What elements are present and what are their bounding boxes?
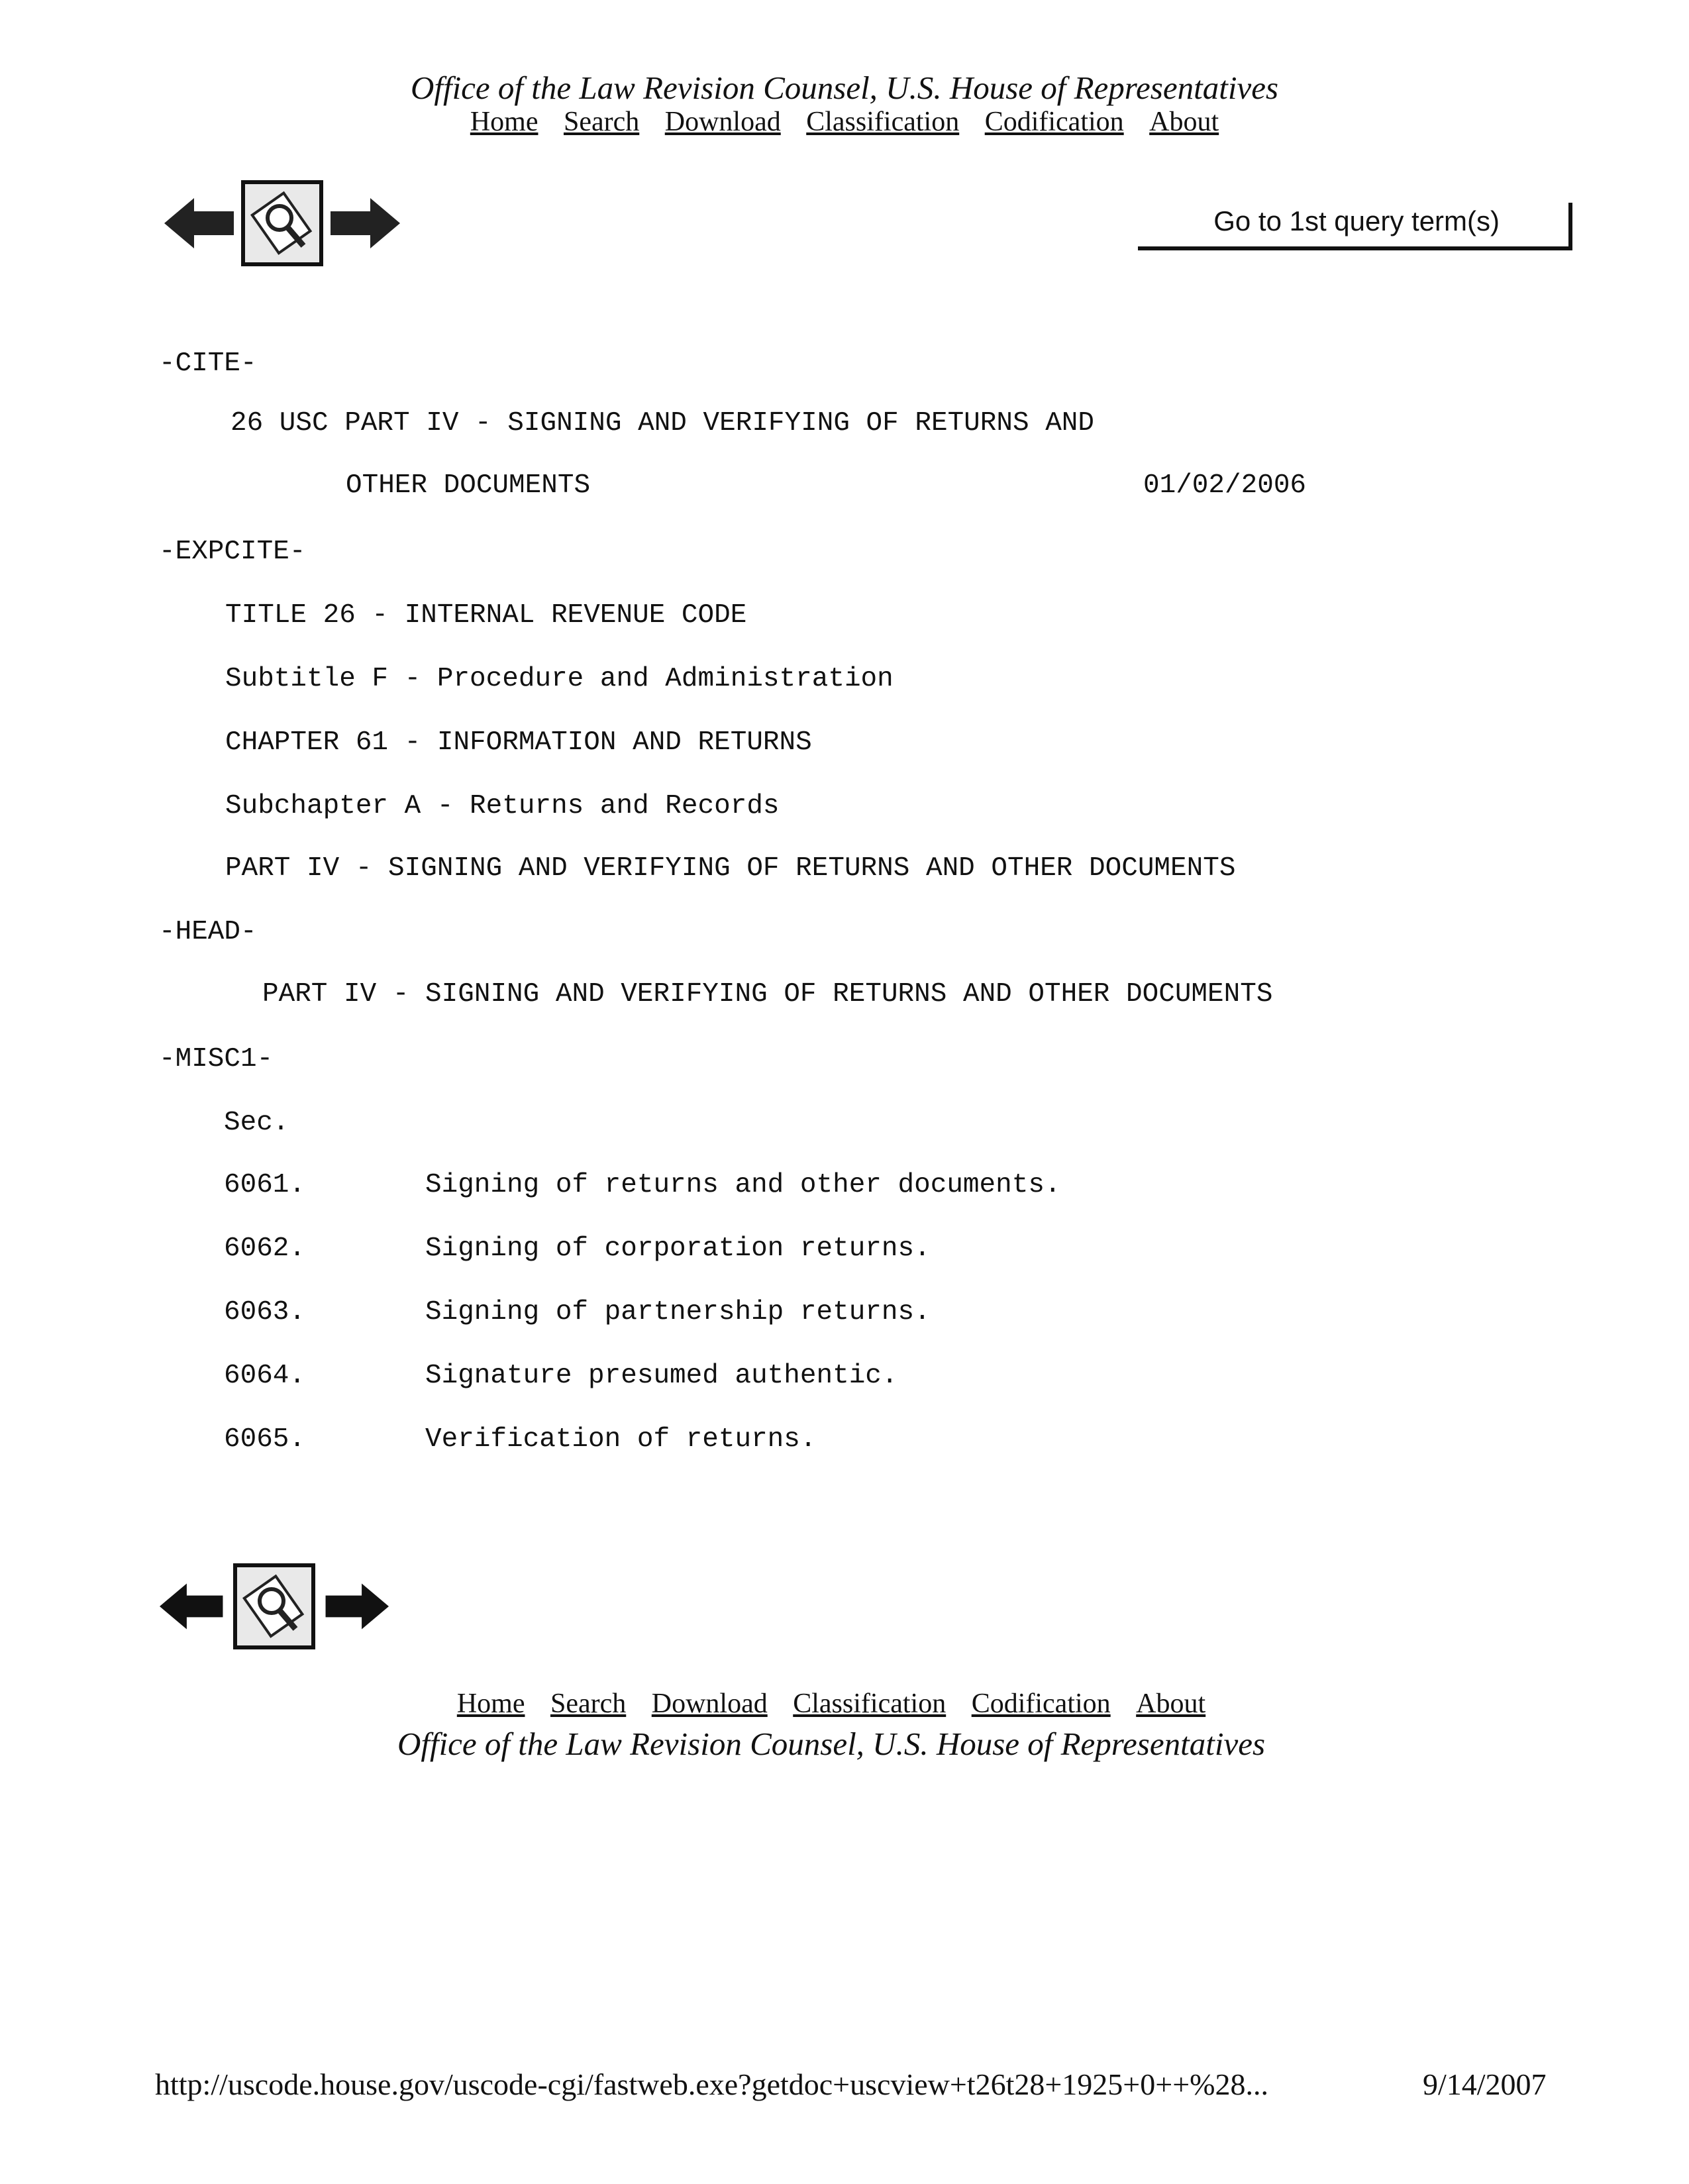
cite-line-2: OTHER DOCUMENTS <box>346 470 591 501</box>
office-title-top: Office of the Law Revision Counsel, U.S. House of Representatives <box>410 70 1279 106</box>
nav-codification[interactable]: Codification <box>984 107 1124 137</box>
nav-classification[interactable]: Classification <box>793 1689 947 1719</box>
top-nav-icons <box>164 180 400 266</box>
search-doc-icon[interactable] <box>241 180 323 266</box>
bottom-nav <box>0 1688 1676 1720</box>
section-number: 6061. <box>224 1170 306 1200</box>
nav-search[interactable]: Search <box>563 107 640 137</box>
next-arrow-icon[interactable] <box>319 1577 392 1636</box>
nav-classification[interactable]: Classification <box>806 107 960 137</box>
section-number: 6064. <box>224 1361 306 1391</box>
section-title: Signature presumed authentic. <box>425 1361 898 1391</box>
section-number: 6063. <box>224 1297 306 1327</box>
expcite-part: PART IV - SIGNING AND VERIFYING OF RETURNS AND OTHER DOCUMENTS <box>225 853 1236 884</box>
section-title: Signing of partnership returns. <box>425 1297 931 1327</box>
nav-search[interactable]: Search <box>550 1689 627 1719</box>
section-number: 6062. <box>224 1233 306 1264</box>
section-title: Signing of returns and other documents. <box>425 1170 1061 1200</box>
expcite-chapter: CHAPTER 61 - INFORMATION AND RETURNS <box>225 727 812 758</box>
nav-codification[interactable]: Codification <box>971 1689 1111 1719</box>
search-doc-icon[interactable] <box>233 1563 315 1649</box>
expcite-tag: -EXPCITE- <box>159 537 306 567</box>
nav-about[interactable]: About <box>1149 107 1219 137</box>
nav-download[interactable]: Download <box>651 1689 768 1719</box>
go-to-query-label: Go to 1st query term(s) <box>1213 205 1500 236</box>
office-title-bottom: Office of the Law Revision Counsel, U.S. House of Representatives <box>397 1726 1266 1762</box>
prev-arrow-icon[interactable] <box>156 1577 229 1636</box>
head-tag: -HEAD- <box>159 917 257 947</box>
sec-label: Sec. <box>224 1108 289 1138</box>
expcite-title: TITLE 26 - INTERNAL REVENUE CODE <box>225 600 747 631</box>
cite-line-1: 26 USC PART IV - SIGNING AND VERIFYING OF RETURNS AND <box>230 408 1095 439</box>
expcite-subtitle: Subtitle F - Procedure and Administration <box>225 664 894 694</box>
nav-download[interactable]: Download <box>664 107 781 137</box>
head-text: PART IV - SIGNING AND VERIFYING OF RETURNS AND OTHER DOCUMENTS <box>262 979 1273 1010</box>
section-title: Signing of corporation returns. <box>425 1233 931 1264</box>
expcite-subchapter: Subchapter A - Returns and Records <box>225 791 780 821</box>
cite-date: 01/02/2006 <box>1143 470 1307 501</box>
go-to-query-button[interactable] <box>1138 199 1572 250</box>
prev-arrow-icon[interactable] <box>164 193 237 253</box>
top-nav <box>0 106 1689 138</box>
section-number: 6065. <box>224 1424 306 1455</box>
nav-home[interactable]: Home <box>456 1689 525 1719</box>
query-bar <box>1568 203 1572 248</box>
bottom-nav-icons <box>156 1563 392 1649</box>
nav-about[interactable]: About <box>1136 1689 1206 1719</box>
cite-tag: -CITE- <box>159 348 257 379</box>
next-arrow-icon[interactable] <box>327 193 400 253</box>
misc-tag: -MISC1- <box>159 1044 274 1074</box>
page-url: http://uscode.house.gov/uscode-cgi/fastweb.exe?getdoc+uscview+t26t28+1925+0++%28... <box>155 2067 1268 2101</box>
nav-home[interactable]: Home <box>470 107 538 137</box>
print-date: 9/14/2007 <box>1423 2067 1547 2101</box>
section-title: Verification of returns. <box>425 1424 817 1455</box>
